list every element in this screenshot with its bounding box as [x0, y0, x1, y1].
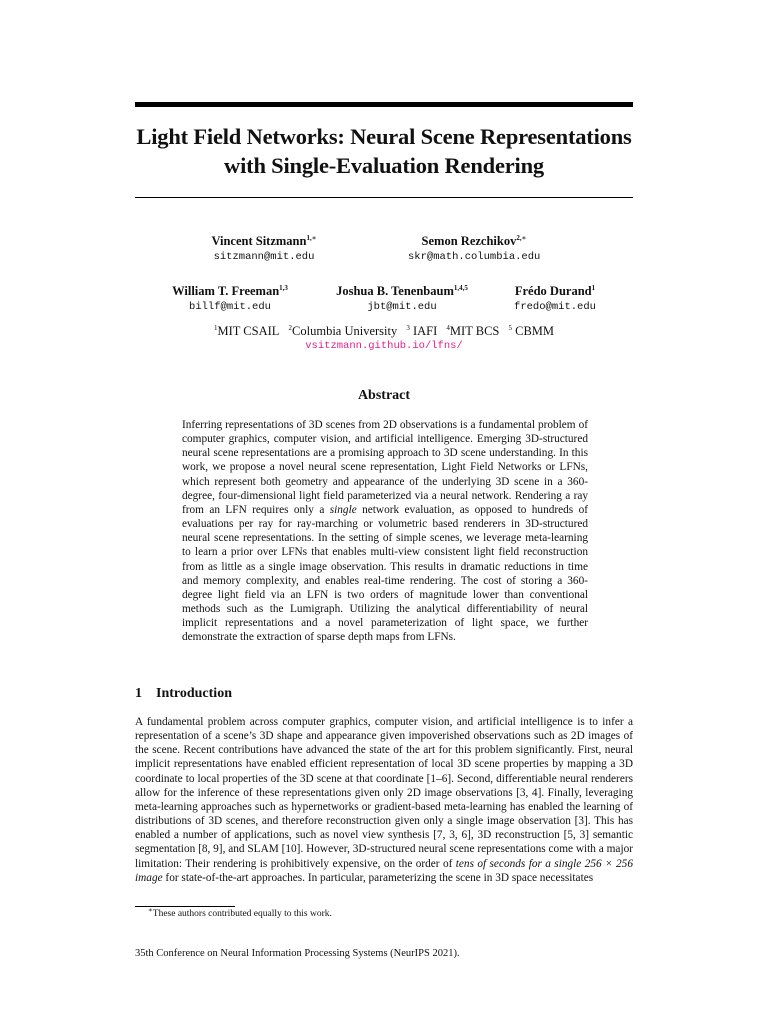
footnote: ∗These authors contributed equally to this work. — [148, 905, 332, 919]
section-number: 1 — [135, 686, 142, 701]
author-name: Vincent Sitzmann — [211, 234, 307, 248]
section-heading — [135, 686, 232, 702]
intro-emphasis: tens of seconds for a single 256 × 256 image — [135, 857, 633, 884]
title-bottom-rule — [135, 197, 633, 198]
paper-title: Light Field Networks: Neural Scene Representations with Single-Evaluation Rendering — [136, 124, 632, 178]
author-rezchikov — [408, 233, 540, 264]
author-name: William T. Freeman — [172, 284, 280, 298]
author-affil-mark: 2,∗ — [516, 233, 527, 242]
author-email: fredo@mit.edu — [514, 301, 596, 313]
author-email: billf@mit.edu — [189, 301, 271, 313]
author-durand — [505, 283, 605, 314]
title-top-rule — [135, 102, 633, 107]
author-email: skr@math.columbia.edu — [408, 251, 541, 263]
conference-note: 35th Conference on Neural Information Processing Systems (NeurIPS 2021). — [135, 948, 460, 959]
author-name: Joshua B. Tenenbaum — [336, 284, 454, 298]
author-tenenbaum — [329, 283, 475, 314]
affiliation: $^2$Columbia University — [288, 323, 398, 338]
author-email: sitzmann@mit.edu — [213, 251, 315, 263]
abstract-heading: Abstract — [357, 388, 411, 403]
author-affil-mark: 1,4,5 — [453, 283, 468, 292]
section-title: Introduction — [156, 686, 232, 701]
author-affil-mark: 1,3 — [279, 283, 288, 292]
author-email: jbt@mit.edu — [367, 301, 437, 313]
footnote-mark: ∗ — [148, 905, 153, 914]
intro-text: A fundamental problem across computer graphics, computer vision, and artificial intelligence is to infer a representation of a scene’s 3D shape and appearance given impoverished observations such as 2D images of the scene. Recent contributions have advanced the state of the art for this problem significantly. First, neural implicit representations have enabled efficient representation of local 3D scene properties by mapping a 3D coordinate to local properties of the 3D scene at that coordinate [1–6]. Second, differentiable neural renderers allow for the inference of these representations given only 2D image observations [3, 4]. Finally, leveraging meta-learning approaches such as hypernetworks or gradient-based meta-learning has enabled the learning of distributions of 3D scenes, and therefore reconstruction given only a single image observation [3]. This has enabled a number of applications, such as novel view synthesis [7, 3, 6], 3D reconstruction [5, 3] semantic segmentation [8, 9], and SLAM [10]. However, 3D-structured neural scene representations come with a major limitation: Their rendering is prohibitively expensive, on the order of tens of seconds for a single 256 × 256 image for state-of-the-art approaches. In particular, parameterizing the scene in 3D space necessitates — [135, 716, 633, 884]
author-affil-mark: 1,∗ — [306, 233, 317, 242]
affiliations — [135, 323, 633, 339]
affiliation: $^1$MIT CSAIL — [213, 323, 280, 338]
author-name: Frédo Durand — [514, 284, 592, 298]
project-link[interactable]: vsitzmann.github.io/lfns/ — [305, 340, 463, 352]
abstract-emphasis: single — [329, 503, 357, 516]
author-affil-mark: 1 — [591, 283, 596, 292]
affiliation: $^4$MIT BCS — [446, 323, 500, 338]
author-sitzmann — [199, 233, 329, 264]
abstract-text: Inferring representations of 3D scenes from 2D observations is a fundamental problem of computer graphics, computer vision, and artificial intelligence. Emerging 3D-structured neural scene representations are a promising approach to 3D scene understanding. In this work, we propose a novel neural scene representation, Light Field Networks or LFNs, which represent both geometry and appearance of the underlying 3D scene in a 360-degree, four-dimensional light field parameterized via a neural network. Rendering a ray from an LFN requires only a single network evaluation, as opposed to hundreds of evaluations per ray for ray-marching or volumetric based renderers in 3D-structured neural scene representations. In the setting of simple scenes, we leverage meta-learning to learn a prior over LFNs that enables multi-view consistent light field reconstruction from as little as a single image observation. This results in dramatic reductions in time and memory complexity, and enables real-time rendering. The cost of storing a 360-degree light field via an LFN is two orders of magnitude lower than conventional methods such as the Lumigraph. Utilizing the analytical differentiability of neural implicit representations and a novel parameterization of light space, we further demonstrate the extraction of sparse depth maps from LFNs. — [182, 419, 588, 644]
author-freeman — [161, 283, 299, 314]
affiliation: $^3$ IAFI — [406, 323, 438, 338]
affiliation: $^5$ CBMM — [508, 323, 555, 338]
author-name: Semon Rezchikov — [421, 234, 517, 248]
